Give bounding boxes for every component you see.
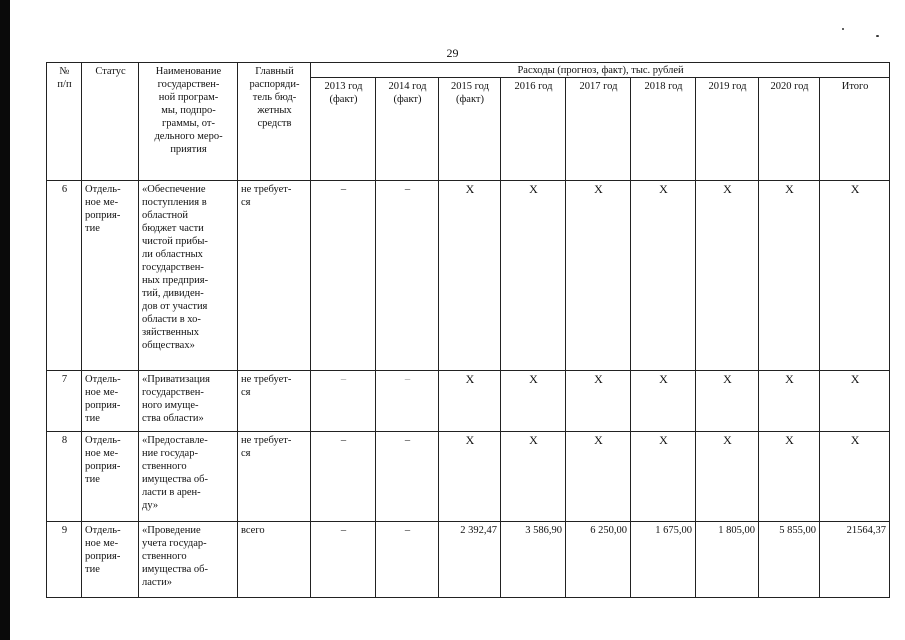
header-year-2018: 2018 год <box>631 78 696 181</box>
value-cell: Х <box>566 181 631 371</box>
header-year-2015: 2015 год (факт) <box>439 78 501 181</box>
row-status: Отдель- ное ме- роприя- тие <box>82 522 139 598</box>
value-cell: 5 855,00 <box>759 522 820 598</box>
value-cell: Х <box>501 371 566 432</box>
value-cell: 21564,37 <box>820 522 890 598</box>
header-year-2020: 2020 год <box>759 78 820 181</box>
binder-edge <box>0 0 10 640</box>
table-row <box>47 371 890 432</box>
value-cell: – <box>311 181 376 371</box>
value-cell: – <box>376 432 439 522</box>
value-cell: Х <box>631 181 696 371</box>
value-cell: Х <box>501 432 566 522</box>
row-num: 6 <box>47 181 82 371</box>
value-cell: Х <box>631 371 696 432</box>
value-cell: – <box>376 522 439 598</box>
header-status: Статус <box>82 63 139 181</box>
row-name: «Обеспечение поступления в областной бюджет части чистой прибы- ли областных государствен- ных предприя- тий, дивиден- дов от участия области в хо- зяйственных обществах» <box>139 181 238 371</box>
value-cell: Х <box>820 181 890 371</box>
row-name: «Проведение учета государ- ственного имущества об- ласти» <box>139 522 238 598</box>
value-cell: Х <box>566 432 631 522</box>
header-admin: Главный распоряди- тель бюд- жетных средств <box>238 63 311 181</box>
row-name: «Приватизация государствен- ного имуще- ства области» <box>139 371 238 432</box>
row-status: Отдель- ное ме- роприя- тие <box>82 181 139 371</box>
row-admin: всего <box>238 522 311 598</box>
value-cell: – <box>311 522 376 598</box>
value-cell: Х <box>439 432 501 522</box>
row-status: Отдель- ное ме- роприя- тие <box>82 432 139 522</box>
value-cell: Х <box>501 181 566 371</box>
row-admin: не требует- ся <box>238 371 311 432</box>
page-number: 29 <box>446 46 459 60</box>
header-year-2014: 2014 год (факт) <box>376 78 439 181</box>
value-cell: Х <box>820 432 890 522</box>
table-row <box>47 522 890 598</box>
expenses-table <box>46 62 890 598</box>
row-admin: не требует- ся <box>238 181 311 371</box>
table-row <box>47 432 890 522</box>
value-cell: Х <box>439 181 501 371</box>
header-row <box>47 63 890 78</box>
value-cell: 3 586,90 <box>501 522 566 598</box>
value-cell: 6 250,00 <box>566 522 631 598</box>
value-cell: – <box>311 371 376 432</box>
table-row <box>47 181 890 371</box>
value-cell: Х <box>759 432 820 522</box>
row-num: 8 <box>47 432 82 522</box>
header-year-2013: 2013 год (факт) <box>311 78 376 181</box>
value-cell: Х <box>566 371 631 432</box>
header-year-2017: 2017 год <box>566 78 631 181</box>
value-cell: Х <box>820 371 890 432</box>
header-year-2016: 2016 год <box>501 78 566 181</box>
header-year-2019: 2019 год <box>696 78 759 181</box>
value-cell: – <box>376 181 439 371</box>
value-cell: 2 392,47 <box>439 522 501 598</box>
value-cell: Х <box>631 432 696 522</box>
value-cell: 1 805,00 <box>696 522 759 598</box>
value-cell: 1 675,00 <box>631 522 696 598</box>
value-cell: Х <box>696 432 759 522</box>
header-expenses: Расходы (прогноз, факт), тыс. рублей <box>311 63 890 78</box>
value-cell: – <box>311 432 376 522</box>
value-cell: Х <box>696 181 759 371</box>
row-status: Отдель- ное ме- роприя- тие <box>82 371 139 432</box>
value-cell: – <box>376 371 439 432</box>
header-name: Наименование государствен- ной програм- мы, подпро- граммы, от- дельного меро- приятия <box>139 63 238 181</box>
row-admin: не требует- ся <box>238 432 311 522</box>
value-cell: Х <box>696 371 759 432</box>
value-cell: Х <box>759 371 820 432</box>
header-num: № п/п <box>47 63 82 181</box>
header-total: Итого <box>820 78 890 181</box>
row-num: 9 <box>47 522 82 598</box>
value-cell: Х <box>439 371 501 432</box>
row-num: 7 <box>47 371 82 432</box>
value-cell: Х <box>759 181 820 371</box>
row-name: «Предоставле- ние государ- ственного имущества об- ласти в арен- ду» <box>139 432 238 522</box>
